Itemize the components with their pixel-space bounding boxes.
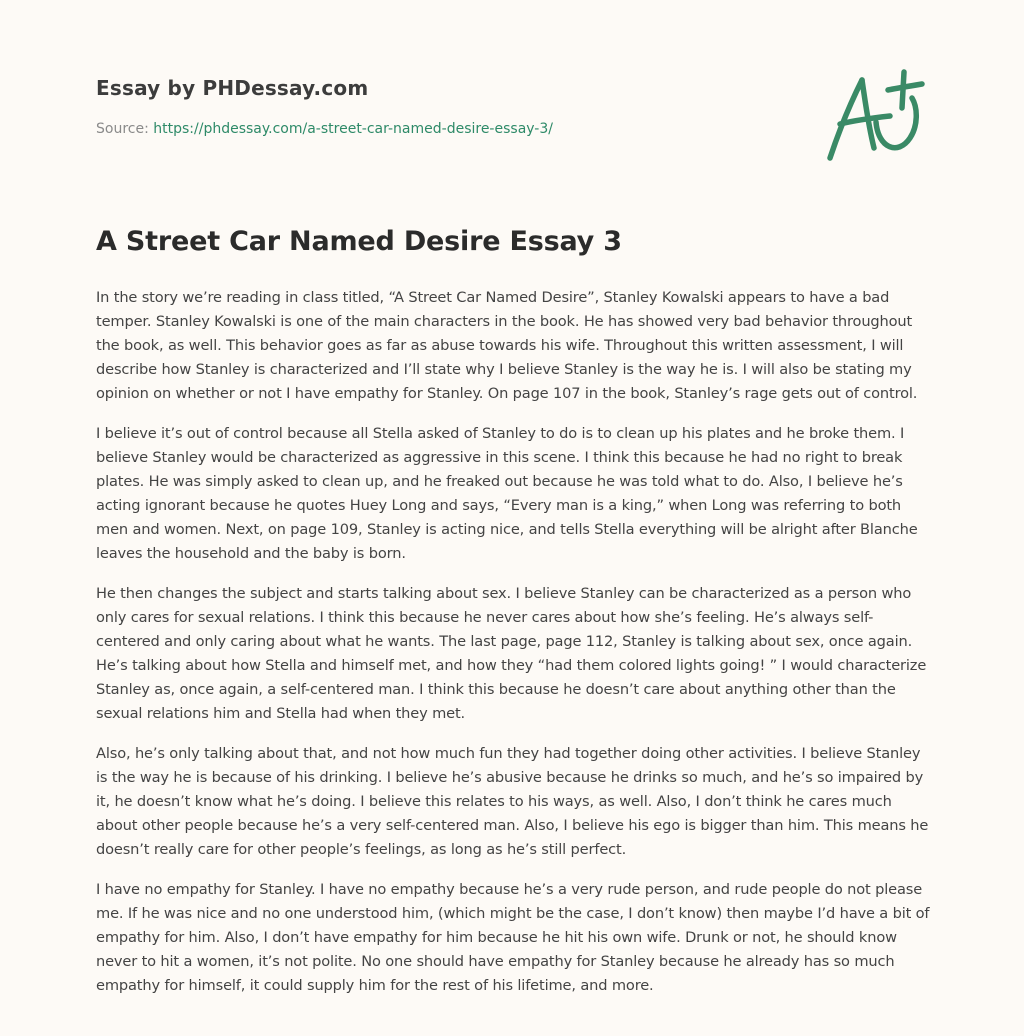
essay-paragraph: Also, he’s only talking about that, and not how much fun they had together doing other activities. I believe Stanley is the way he is because of his drinking. I believe he’s abusive because he drinks so much, and he’s so impaired by it, he doesn’t know what he’s doing. I believe this relates to his ways, as well. Also, I don’t think he cares much about other people because he’s a very self-centered man. Also, I believe his ego is bigger than him. This means he doesn’t really care for other people’s feelings, as long as he’s still perfect. [96,745,929,858]
essay-paragraph: In the story we’re reading in class titled, “A Street Car Named Desire”, Stanley Kowalski appears to have a bad temper. Stanley Kowalski is one of the main characters in the book. He has showed very bad behavior throughout the book, as well. This behavior goes as far as abuse towards his wife. Throughout this written assessment, I will describe how Stanley is characterized and I’ll state why I believe Stanley is the way he is. I will also be stating my opinion on whether or not I have empathy for Stanley. On page 107 in the book, Stanley’s rage gets out of control. [96,289,918,402]
page-header [96,76,553,137]
essay-paragraph: He then changes the subject and starts talking about sex. I believe Stanley can be characterized as a person who only cares for sexual relations. I think this because he never cares about how she’s feeling. He’s always self-centered and only caring about what he wants. The last page, page 112, Stanley is talking about sex, once again. He’s talking about how Stella and himself met, and how they “had them colored lights going! ” I would characterize Stanley as, once again, a self-centered man. I think this because he doesn’t care about anything other than the sexual relations him and Stella had when they met. [96,585,927,722]
essay-body [96,286,932,1014]
source-label: Source: [96,121,149,137]
a-plus-icon [820,66,930,166]
source-link[interactable]: https://phdessay.com/a-street-car-named-desire-essay-3/ [153,121,553,137]
essay-title: A Street Car Named Desire Essay 3 [96,226,622,257]
essay-paragraph: I have no empathy for Stanley. I have no empathy because he’s a very rude person, and rude people do not please me. If he was nice and no one understood him, (which might be the case, I don’t know) then maybe I’d have a bit of empathy for him. Also, I don’t have empathy for him because he hit his own wife. Drunk or not, he should know never to hit a women, it’s not polite. No one should have empathy for Stanley because he already has so much empathy for himself, it could supply him for the rest of his lifetime, and more. [96,881,930,994]
essay-paragraph: I believe it’s out of control because all Stella asked of Stanley to do is to clean up his plates and he broke them. I believe Stanley would be characterized as aggressive in this scene. I think this because he had no right to break plates. He was simply asked to clean up, and he freaked out because he was told what to do. Also, I believe he’s acting ignorant because he quotes Huey Long and says, “Every man is a king,” when Long was referring to both men and women. Next, on page 109, Stanley is acting nice, and tells Stella everything will be alright after Blanche leaves the household and the baby is born. [96,425,918,562]
site-brand: Essay by PHDessay.com [96,76,369,100]
source-line [96,121,553,137]
